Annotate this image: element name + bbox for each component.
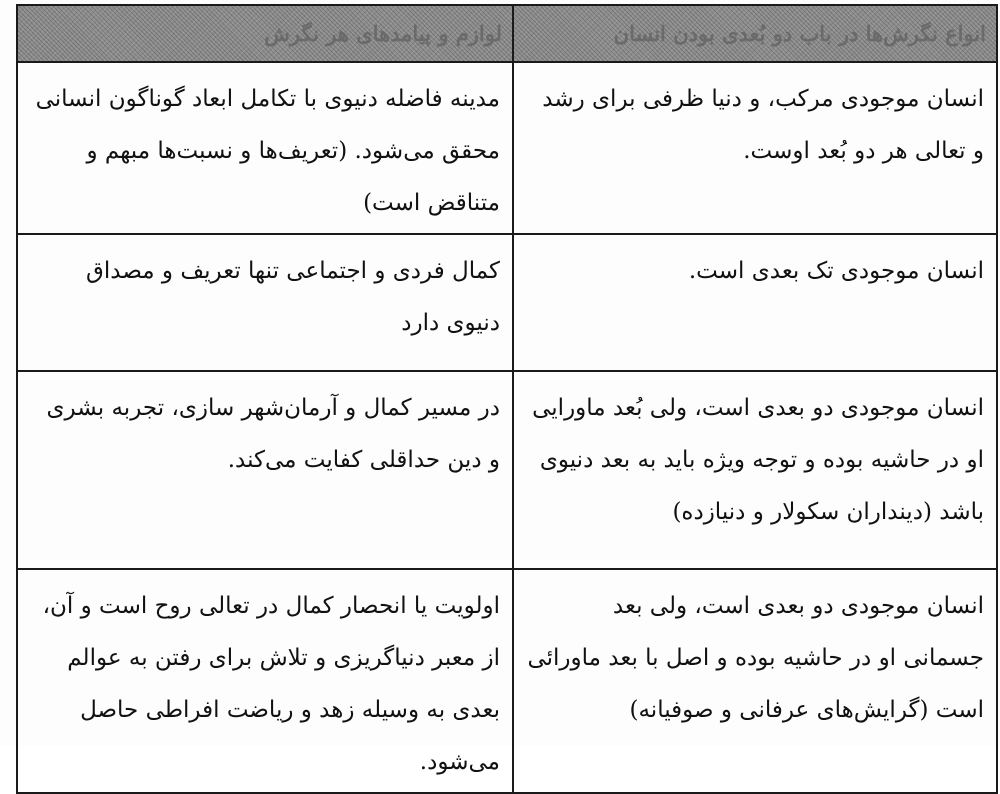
cell-consequence: اولویت یا انحصار کمال در تعالی روح است و آن، از معبر دنیاگریزی و تلاش برای رفتن به عوالم بعدی به وسیله زهد و ریاضت افراطی حاصل می‌شود.: [17, 569, 513, 793]
cell-consequence: در مسیر کمال و آرمان‌شهر سازی، تجربه بشری و دین حداقلی کفایت می‌کند.: [17, 371, 513, 569]
cell-view: انسان موجودی مرکب، و دنیا ظرفی برای رشد و تعالی هر دو بُعد اوست.: [513, 62, 997, 234]
cell-view: انسان موجودی دو بعدی است، ولی بعد جسمانی او در حاشیه بوده و اصل با بعد ماورائی است (گرایش‌های عرفانی و صوفیانه): [513, 569, 997, 793]
cell-consequence: کمال فردی و اجتماعی تنها تعریف و مصداق دنیوی دارد: [17, 234, 513, 371]
cell-view: انسان موجودی دو بعدی است، ولی بُعد ماورایی او در حاشیه بوده و توجه ویژه باید به بعد دنیوی باشد (دینداران سکولار و دنیازده): [513, 371, 997, 569]
table-row: [17, 234, 997, 371]
table-row: [17, 62, 997, 234]
comparison-table: [16, 4, 998, 794]
table-row: [17, 371, 997, 569]
cell-view: انسان موجودی تک بعدی است.: [513, 234, 997, 371]
table-header-row: [17, 5, 997, 62]
table-row: [17, 569, 997, 793]
header-views: انواع نگرش‌ها در باب دو بُعدی بودن انسان: [513, 5, 997, 62]
header-consequences: لوازم و پیامدهای هر نگرش: [17, 5, 513, 62]
cell-consequence: مدینه فاضله دنیوی با تکامل ابعاد گوناگون انسانی محقق می‌شود. (تعریف‌ها و نسبت‌ها مبهم و متناقض است): [17, 62, 513, 234]
